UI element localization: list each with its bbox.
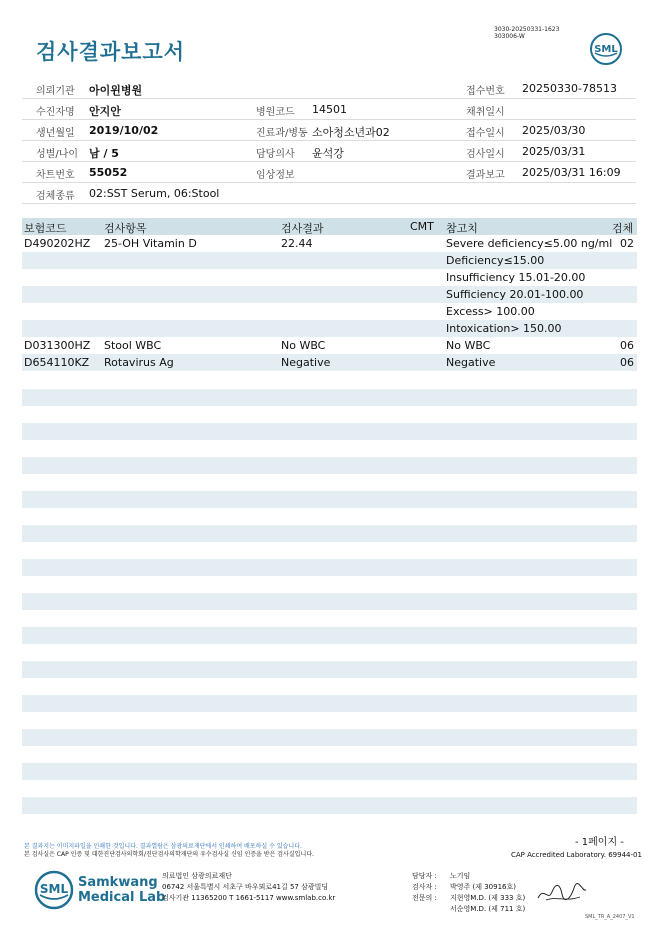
info-label: 검체종류 [36, 191, 75, 202]
empty-row [22, 797, 637, 814]
info-value: 14501 [312, 103, 347, 116]
staff-name: 지현영M.D. (제 333 호) [450, 894, 526, 902]
table-row [22, 235, 637, 252]
empty-row [22, 610, 637, 627]
table-row [22, 320, 637, 337]
table-row [22, 252, 637, 269]
table-row [22, 269, 637, 286]
cell-result: No WBC [281, 339, 326, 352]
cell-specimen: 02 [620, 237, 634, 250]
cell-item: Rotavirus Ag [104, 356, 174, 369]
results-header [22, 218, 637, 235]
info-value: 2025/03/31 [522, 145, 586, 158]
staff-role: 전문의 : [412, 894, 437, 902]
cell-ref: Excess> 100.00 [446, 305, 535, 318]
table-row [22, 337, 637, 354]
info-value: 20250330-78513 [522, 82, 617, 95]
info-label: 접수번호 [466, 86, 505, 97]
info-label: 결과보고 [466, 170, 505, 181]
sml-logo-icon [590, 33, 622, 65]
empty-row [22, 763, 637, 780]
info-row [22, 183, 636, 204]
staff-role: 검사자 : [412, 883, 437, 891]
info-label: 임상정보 [256, 170, 295, 181]
empty-rows [22, 389, 637, 831]
document-id-line: 303006-W [494, 33, 525, 40]
info-value: 55052 [89, 166, 128, 179]
document-id-line: 3030-20250331-1623 [494, 26, 560, 33]
table-row [22, 303, 637, 320]
table-row [22, 354, 637, 371]
empty-row [22, 508, 637, 525]
cell-ref: Negative [446, 356, 496, 369]
disclaimer [24, 843, 314, 859]
info-label: 성별/나이 [36, 149, 79, 160]
staff-row [412, 904, 525, 915]
signature-icon [536, 880, 588, 906]
empty-row [22, 729, 637, 746]
cell-ref: Sufficiency 20.01-100.00 [446, 288, 584, 301]
cell-specimen: 06 [620, 339, 634, 352]
empty-row [22, 746, 637, 763]
info-label: 담당의사 [256, 149, 295, 160]
empty-row [22, 423, 637, 440]
empty-row [22, 712, 637, 729]
cell-specimen: 06 [620, 356, 634, 369]
cell-code: D031300HZ [24, 339, 91, 352]
staff-name: 노기임 [450, 872, 471, 880]
info-value: 소아청소년과02 [312, 126, 390, 139]
info-label: 생년월일 [36, 128, 75, 139]
staff-row [412, 893, 525, 904]
address-line: 06742 서울특별시 서초구 바우뫼로41길 57 삼광빌딩 [162, 883, 329, 891]
info-label: 병원코드 [256, 107, 295, 118]
empty-row [22, 559, 637, 576]
empty-row [22, 678, 637, 695]
info-value: 남 / 5 [89, 147, 119, 160]
document-id [494, 26, 559, 40]
cell-ref: No WBC [446, 339, 491, 352]
cell-result: 22.44 [281, 237, 313, 250]
empty-row [22, 542, 637, 559]
lab-address [162, 871, 335, 904]
cell-result: Negative [281, 356, 331, 369]
page-number: - 1페이지 - [575, 837, 624, 848]
info-row [22, 99, 636, 120]
brand-line: Samkwang [78, 875, 158, 890]
info-label: 수진자명 [36, 107, 75, 118]
info-row [22, 162, 636, 183]
empty-row [22, 440, 637, 457]
info-value: 윤석강 [312, 147, 344, 160]
info-value: 2019/10/02 [89, 124, 159, 137]
column-header-code: 보험코드 [24, 222, 67, 235]
info-row [22, 141, 636, 162]
patient-info [22, 78, 636, 204]
cell-ref: Deficiency≤15.00 [446, 254, 545, 267]
staff-list [412, 871, 525, 915]
cap-accreditation: CAP Accredited Laboratory. 69944-01 [511, 851, 642, 859]
info-label: 차트번호 [36, 170, 75, 181]
brand-name [78, 875, 165, 905]
empty-row [22, 457, 637, 474]
cell-code: D490202HZ [24, 237, 91, 250]
info-value: 2025/03/30 [522, 124, 586, 137]
column-header-specimen: 검체 [612, 222, 634, 235]
staff-row [412, 882, 525, 893]
column-header-result: 검사결과 [281, 222, 324, 235]
column-header-reference: 참고치 [446, 222, 478, 235]
info-row [22, 120, 636, 141]
info-label: 의뢰기관 [36, 86, 75, 97]
empty-row [22, 593, 637, 610]
empty-row [22, 780, 637, 797]
empty-row [22, 644, 637, 661]
info-value: 02:SST Serum, 06:Stool [89, 187, 220, 200]
organization-name: 의료법인 삼광의료재단 [162, 872, 232, 880]
sml-logo-icon [34, 870, 74, 910]
cell-ref: Intoxication> 150.00 [446, 322, 562, 335]
results-table [22, 218, 637, 371]
empty-row [22, 389, 637, 406]
cell-item: Stool WBC [104, 339, 162, 352]
cell-code: D654110KZ [24, 356, 90, 369]
staff-role: 담당자 : [412, 872, 437, 880]
empty-row [22, 491, 637, 508]
staff-name: 서순영M.D. (제 711 호) [450, 905, 526, 913]
cell-item: 25-OH Vitamin D [104, 237, 197, 250]
staff-row [412, 871, 525, 882]
empty-row [22, 525, 637, 542]
info-label: 채취일시 [466, 107, 505, 118]
staff-name: 박영주 (제 30916호) [450, 883, 516, 891]
info-row [22, 78, 636, 99]
disclaimer-line: 본 검사실은 CAP 인증 및 대한진단검사의학회/진단검사의학재단의 우수검사실 신임 인증을 받은 검사실입니다. [24, 851, 314, 858]
empty-row [22, 474, 637, 491]
info-label: 접수일시 [466, 128, 505, 139]
cell-ref: Severe deficiency≤5.00 ng/ml [446, 237, 613, 250]
column-header-cmt: CMT [410, 220, 434, 233]
empty-row [22, 695, 637, 712]
disclaimer-line: 본 결과지는 이미지파일을 인쇄한 것입니다. 결과열람은 삼광의료재단에서 인쇄하여 배포하실 수 있습니다. [24, 843, 302, 850]
empty-row [22, 406, 637, 423]
column-header-item: 검사항목 [104, 222, 147, 235]
empty-row [22, 661, 637, 678]
svg-text:SML: SML [594, 44, 618, 55]
info-label: 검사일시 [466, 149, 505, 160]
table-row [22, 286, 637, 303]
form-code: SML_TR_A_2407_V1 [585, 914, 635, 920]
svg-text:SML: SML [39, 882, 69, 896]
info-label: 진료과/병동 [256, 128, 308, 139]
empty-row [22, 814, 637, 831]
page-title: 검사결과보고서 [36, 40, 186, 64]
cell-ref: Insufficiency 15.01-20.00 [446, 271, 586, 284]
contact-line: 검사기관 11365200 T 1661-5117 www.smlab.co.kr [162, 894, 336, 902]
info-value: 안지안 [89, 105, 121, 118]
empty-row [22, 576, 637, 593]
empty-row [22, 627, 637, 644]
brand-line: Medical Lab [78, 890, 166, 905]
info-value: 2025/03/31 16:09 [522, 166, 621, 179]
info-value: 아이윈병원 [89, 84, 143, 97]
